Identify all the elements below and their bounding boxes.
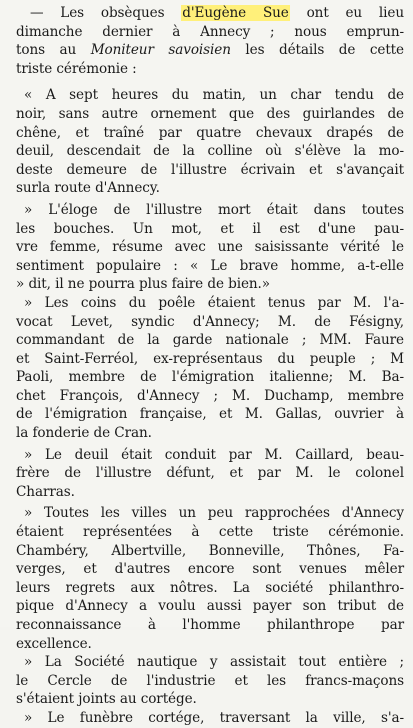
text-line: Chambéry, Albertville, Bonneville, Thônes, Fa-: [16, 542, 404, 559]
text-line: » Le deuil était conduit par M. Caillard, beau-: [24, 446, 404, 463]
text-line: » dit, il ne pourra plus faire de bien.»: [16, 276, 270, 293]
text-line: et Saint-Ferréol, ex-représentaus du peuple ; M: [16, 350, 404, 367]
text-line: vocat Levet, syndic d'Annecy; M. de Fésigny,: [16, 313, 404, 330]
text-line: deuil, descendait de la colline où s'élève la mo-: [16, 143, 404, 160]
article-column: [16, 4, 404, 728]
paragraph-intro: [16, 4, 404, 78]
text-line: les bouches. Un mot, et il est d'une pau-: [16, 220, 404, 237]
paragraph-mourning: [16, 446, 404, 502]
text-line: » La Société nautique y assistait tout entière ;: [24, 654, 404, 671]
text-line: dimanche dernier à Annecy ; nous emprun-: [16, 23, 404, 40]
text-line: de l'émigration française, et M. Gallas, ouvrier à: [16, 406, 404, 423]
text-line: le Cercle de l'industrie et les francs-maçons: [16, 672, 404, 689]
text-line: » Les coins du poêle étaient tenus par M. l'a-: [24, 294, 404, 311]
text-line: pique d'Annecy a voulu aussi payer son tribut de: [16, 598, 404, 615]
paragraph-societies: [16, 653, 404, 709]
text-line: Charras.: [16, 483, 75, 500]
text-line: reconnaissance à l'homme philanthrope par: [16, 617, 404, 633]
text-line: la fonderie de Cran.: [16, 425, 152, 442]
text-line: triste cérémonie :: [16, 60, 137, 77]
newspaper-title: Moniteur savoisien: [90, 42, 231, 59]
text-line: « A sept heures du matin, un char tendu de: [24, 87, 404, 104]
paragraph-towns: [16, 504, 404, 653]
text-line: excellence.: [16, 635, 92, 652]
text-line: » Toutes les villes un peu rapprochées d'Annecy: [24, 505, 404, 522]
text-line: noir, sans autre ornement que des guirlandes de: [16, 105, 404, 122]
text-line: commandant de la garde nationale ; MM. Faure: [16, 332, 404, 349]
text-line: surla route d'Annecy.: [16, 180, 160, 197]
text-line: deste demeure de l'illustre écrivain et s'avançait: [16, 161, 404, 178]
text-line: sentiment populaire : « Le brave homme, a-t-elle: [16, 257, 404, 274]
paragraph-pallbearers: [16, 294, 404, 443]
text-line: verges, et d'autres encore sont venues mêler: [16, 561, 404, 578]
text-line: s'étaient joints au cortége.: [16, 691, 197, 708]
text-line: » L'éloge de l'illustre mort était dans toutes: [24, 201, 404, 218]
text-line: Paoli, membre de l'émigration italienne; M. Ba-: [16, 369, 404, 386]
paragraph-procession: [16, 86, 404, 198]
highlighted-name: d'Eugène Sue: [182, 5, 289, 21]
text-line: — Les obsèques d'Eugène Sue ont eu lieu: [30, 5, 404, 21]
text-line: chet François, d'Annecy ; M. Duchamp, membre: [16, 387, 404, 404]
text-line: frère de l'illustre défunt, et par M. le colonel: [16, 465, 404, 482]
text-line: tons au Moniteur savoisien les détails de cette: [16, 42, 404, 59]
text-line: » Le funèbre cortége, traversant la ville, s'a-: [24, 709, 404, 726]
paragraph-eulogy: [16, 201, 404, 294]
text-line: étaient représentées à cette triste cérémonie.: [16, 524, 404, 541]
text-line: leurs regrets aux nôtres. La société philanthro-: [16, 579, 404, 596]
paragraph-cortege: [16, 709, 404, 728]
text-line: vre femme, résume avec une saisissante vérité le: [16, 239, 404, 256]
text-line: chêne, et traîné par quatre chevaux drapés de: [16, 124, 404, 141]
